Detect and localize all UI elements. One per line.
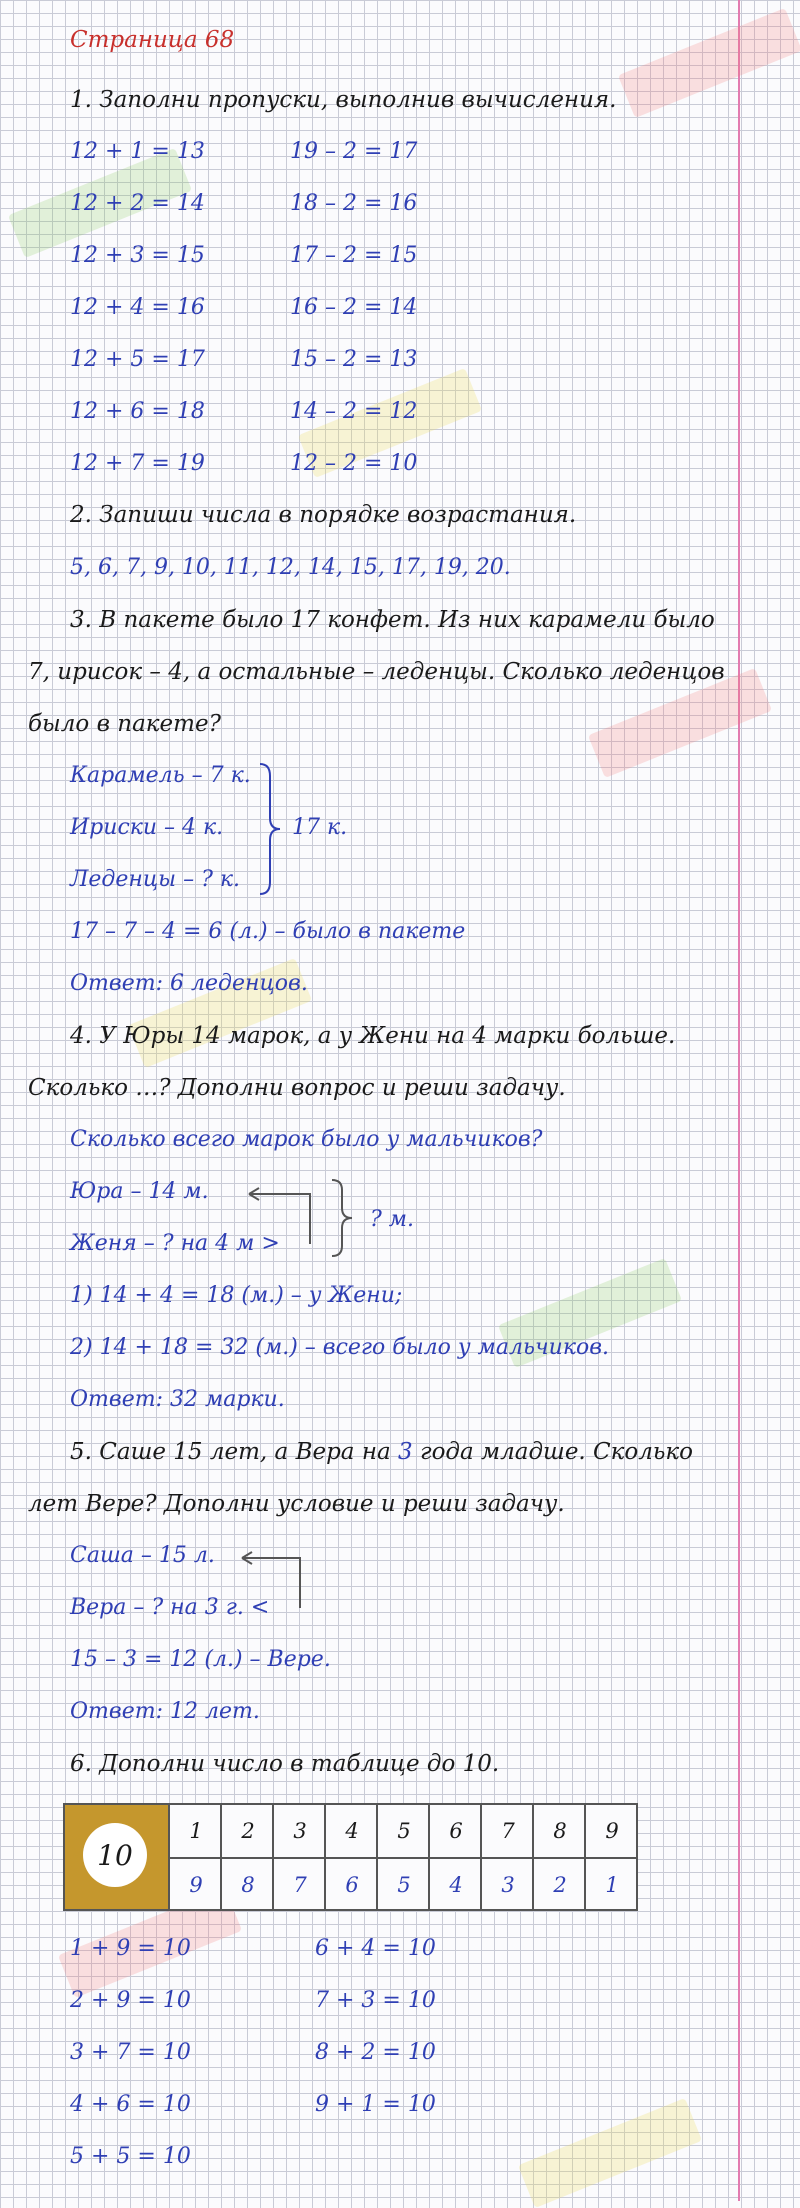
task6-heading: 6. Дополни число в таблице до 10. [70,1751,500,1777]
task1-heading: 1. Заполни пропуски, выполнив вычисления. [70,87,617,113]
task1-left-row: 12 + 1 = 13 [70,139,205,164]
task1-left-row: 12 + 7 = 19 [70,451,205,476]
task1-right-row: 16 – 2 = 14 [290,295,418,320]
table-top-cell: 3 [272,1805,326,1857]
task6-left-row: 2 + 9 = 10 [70,1988,191,2013]
task1-left-row: 12 + 4 = 16 [70,295,205,320]
task5-short-item: Вера – ? на 3 г. < [70,1595,270,1620]
task4-question: Сколько всего марок было у мальчиков? [70,1127,543,1152]
task3-short-item: Ириски – 4 к. [70,815,224,840]
task5-text [70,1437,693,1467]
task6-right-row: 8 + 2 = 10 [315,2040,436,2065]
table-bottom-cell: 7 [272,1857,326,1911]
task1-right-row: 18 – 2 = 16 [290,191,418,216]
task3-answer: Ответ: 6 леденцов. [70,971,308,996]
task3-text: было в пакете? [28,711,221,737]
task6-right-row: 7 + 3 = 10 [315,1988,436,2013]
task1-left-row: 12 + 5 = 17 [70,347,205,372]
task4-short-item: Женя – ? на 4 м > [70,1231,280,1256]
task4-answer: Ответ: 32 марки. [70,1387,285,1412]
task4-brace [330,1178,354,1258]
task6-left-row: 4 + 6 = 10 [70,2092,191,2117]
table-bottom-cell: 2 [532,1857,586,1911]
task3-text: 7, ирисок – 4, а остальные – леденцы. Сколько леденцов [28,659,725,685]
task5-text-part: года младше. Сколько [412,1439,693,1465]
task1-left-row: 12 + 3 = 15 [70,243,205,268]
task2-answer: 5, 6, 7, 9, 10, 11, 12, 14, 15, 17, 19, 20. [70,555,511,580]
table-bottom-cell: 9 [168,1857,222,1911]
table-top-cell: 1 [168,1805,222,1857]
task6-right-row: 9 + 1 = 10 [315,2092,436,2117]
table-top-cell: 9 [584,1805,638,1857]
task1-right-row: 19 – 2 = 17 [290,139,418,164]
table-bottom-cell: 8 [220,1857,274,1911]
task3-total: 17 к. [292,815,348,840]
table-top-cell: 6 [428,1805,482,1857]
task5-answer: Ответ: 12 лет. [70,1699,260,1724]
watermark [518,2098,702,2208]
table-bottom-cell: 5 [376,1857,430,1911]
page-title: Страница 68 [70,27,235,53]
table-bottom-cell: 1 [584,1857,638,1911]
table-top-cell: 8 [532,1805,586,1857]
task5-short-item: Саша – 15 л. [70,1543,215,1568]
task3-text: 3. В пакете было 17 конфет. Из них карамели было [70,607,715,633]
task5-text-part: 5. Саше 15 лет, а Вера на [70,1439,398,1465]
task1-right-row: 12 – 2 = 10 [290,451,418,476]
task1-left-row: 12 + 2 = 14 [70,191,205,216]
task6-left-row: 3 + 7 = 10 [70,2040,191,2065]
task5-arrow [238,1556,308,1616]
task4-step: 2) 14 + 18 = 32 (м.) – всего было у мальчиков. [70,1335,609,1360]
complement-table [63,1803,638,1911]
task6-left-row: 1 + 9 = 10 [70,1936,191,1961]
task1-left-row: 12 + 6 = 18 [70,399,205,424]
task4-text: Сколько …? Дополни вопрос и реши задачу. [28,1075,566,1101]
task4-arrow [245,1192,315,1252]
task5-solution: 15 – 3 = 12 (л.) – Вере. [70,1647,331,1672]
task4-short-item: Юра – 14 м. [70,1179,209,1204]
table-bottom-cell: 4 [428,1857,482,1911]
table-top-cell: 4 [324,1805,378,1857]
table-bottom-cell: 3 [480,1857,534,1911]
task3-brace [258,762,282,896]
task3-solution: 17 – 7 – 4 = 6 (л.) – было в пакете [70,919,466,944]
task3-short-item: Леденцы – ? к. [70,867,241,892]
task6-right-row: 6 + 4 = 10 [315,1936,436,1961]
task1-right-row: 14 – 2 = 12 [290,399,418,424]
table-top-cell: 7 [480,1805,534,1857]
task1-right-row: 17 – 2 = 15 [290,243,418,268]
task4-step: 1) 14 + 4 = 18 (м.) – у Жени; [70,1283,403,1308]
task6-left-row: 5 + 5 = 10 [70,2144,191,2169]
task3-short-item: Карамель – 7 к. [70,763,251,788]
table-top-cell: 2 [220,1805,274,1857]
margin-line [738,0,740,2201]
table-big-number: 10 [83,1823,147,1887]
task1-right-row: 15 – 2 = 13 [290,347,418,372]
watermark [618,8,800,118]
table-top-cell: 5 [376,1805,430,1857]
task4-text: 4. У Юры 14 марок, а у Жени на 4 марки больше. [70,1023,676,1049]
task2-heading: 2. Запиши числа в порядке возрастания. [70,502,577,528]
table-big-cell [65,1805,168,1909]
task4-total: ? м. [370,1207,415,1232]
task5-text: лет Вере? Дополни условие и реши задачу. [28,1491,565,1517]
task5-highlight-number: 3 [398,1439,413,1465]
table-bottom-cell: 6 [324,1857,378,1911]
